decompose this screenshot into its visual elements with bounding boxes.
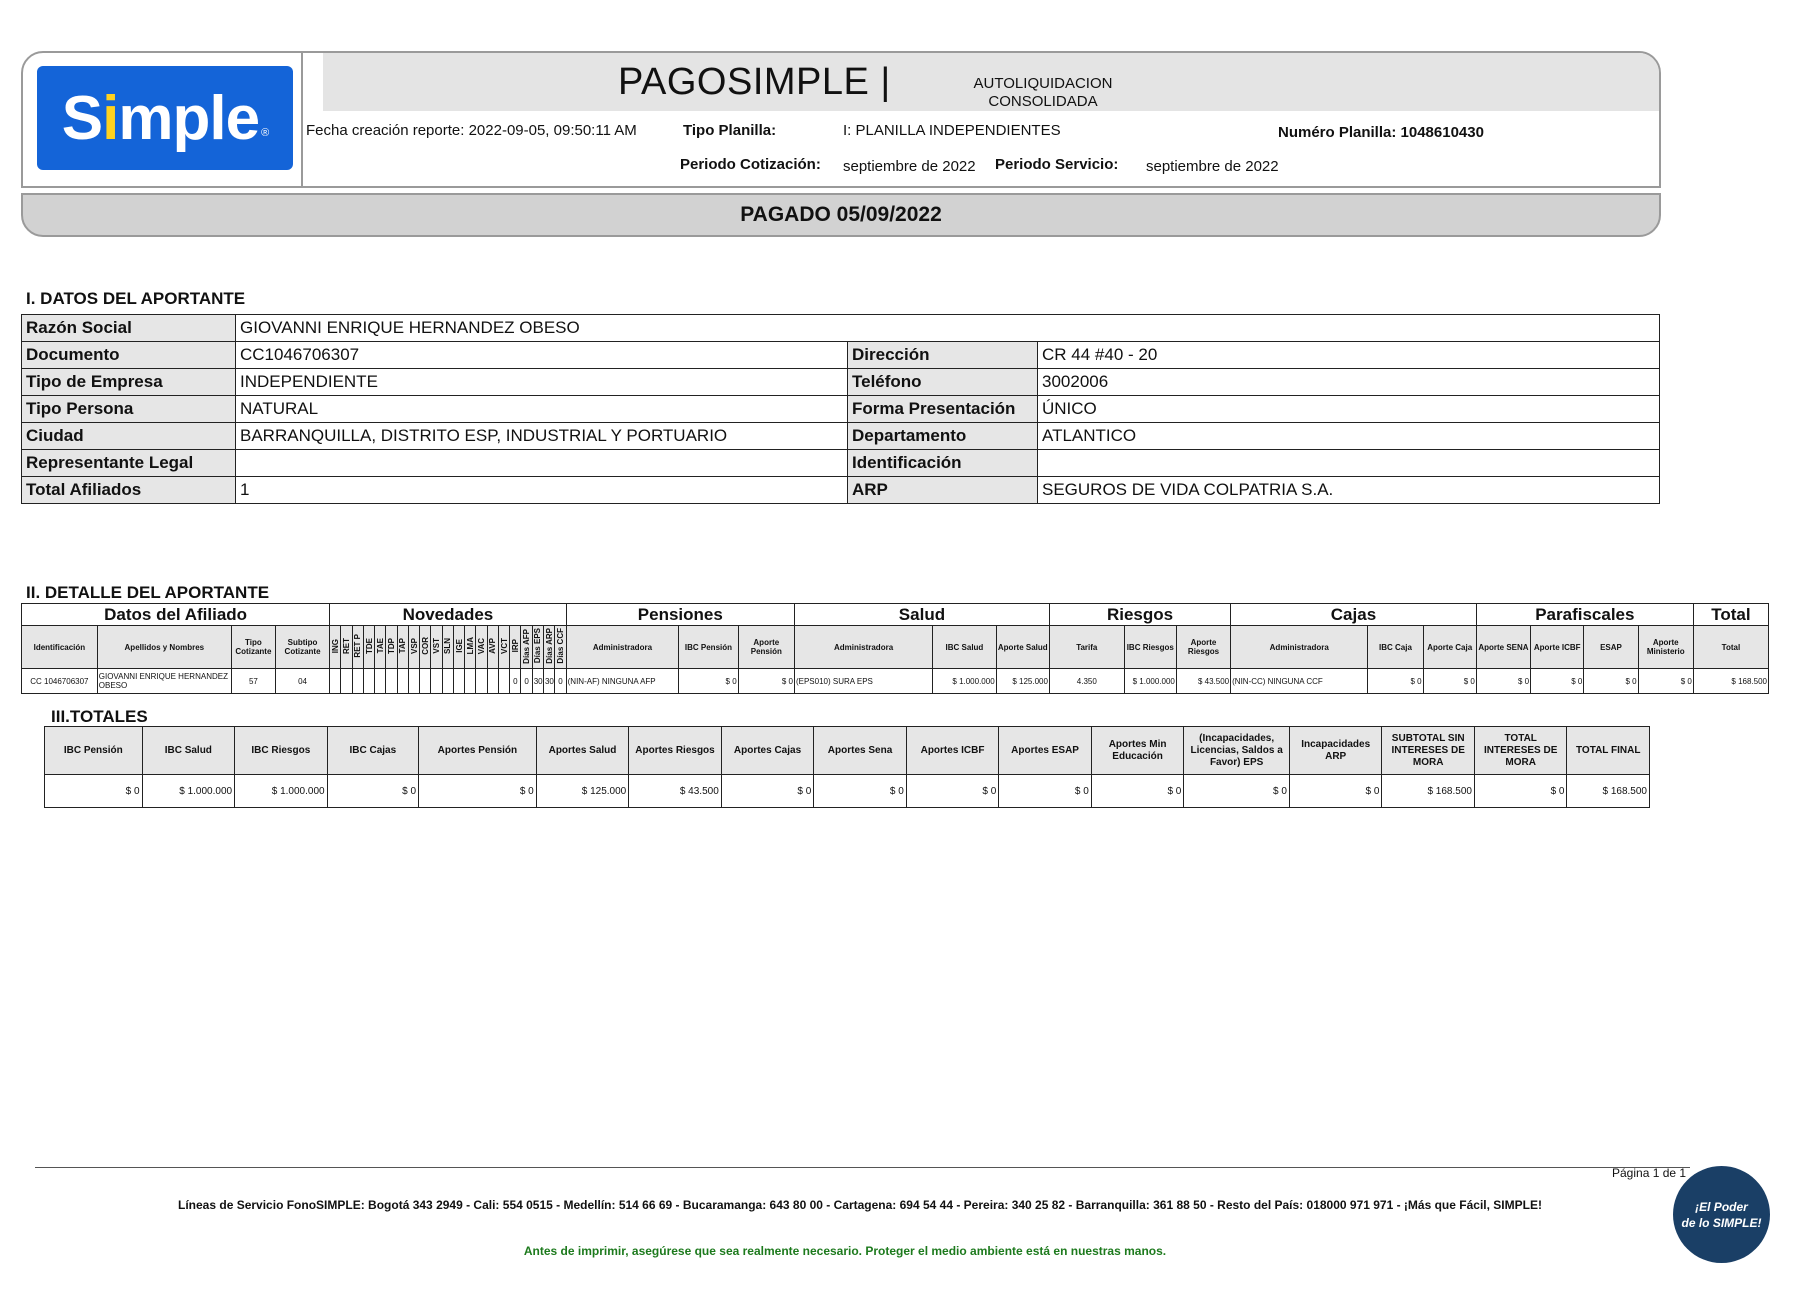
field-label: Tipo de Empresa — [22, 369, 236, 396]
col-novedad — [431, 626, 442, 669]
detalle-aportante-table — [21, 603, 1769, 694]
col-novedad — [453, 626, 464, 669]
environment-notice: Antes de imprimir, asegúrese que sea realmente necesario. Proteger el medio ambiente está en nuestras manos. — [523, 1244, 1167, 1258]
novedad-label: TAP — [398, 638, 408, 654]
field-label: Tipo Persona — [22, 396, 236, 423]
field-value: NATURAL — [236, 396, 848, 423]
tot-header: Aportes ICBF — [906, 727, 999, 775]
cell-novedad — [442, 669, 453, 694]
numero-planilla: Numéro Planilla: 1048610430 — [1278, 124, 1484, 141]
novedad-label: TDE — [364, 638, 374, 654]
col-dias — [532, 626, 543, 669]
section-datos-aportante-title: I. DATOS DEL APORTANTE — [26, 289, 246, 308]
novedad-label: COR — [420, 637, 430, 655]
tot-value: $ 0 — [906, 775, 999, 808]
field-value — [236, 450, 848, 477]
periodo-servicio-label: Periodo Servicio: — [995, 156, 1119, 173]
table-row — [22, 369, 1660, 396]
fecha-creacion: Fecha creación reporte: 2022-09-05, 09:50:11 AM — [306, 122, 637, 139]
logo-text-s: S — [61, 83, 103, 153]
field-value: CC1046706307 — [236, 342, 848, 369]
novedad-label: RET P — [353, 634, 363, 658]
cell-aporte-ministerio: $ 0 — [1638, 669, 1693, 694]
totales-header-row — [45, 727, 1650, 775]
cell-pension-admin: (NIN-AF) NINGUNA AFP — [566, 669, 679, 694]
col-pension-administradora: Administradora — [566, 626, 679, 669]
col-total: Total — [1693, 626, 1768, 669]
cell-caja-admin: (NIN-CC) NINGUNA CCF — [1231, 669, 1368, 694]
field-label: Ciudad — [22, 423, 236, 450]
logo-text-i: i — [102, 83, 119, 153]
col-apellidos-nombres: Apellidos y Nombres — [97, 626, 231, 669]
cell-novedad — [498, 669, 509, 694]
col-aporte-ministerio: Aporte Ministerio — [1638, 626, 1693, 669]
table-row — [22, 669, 1769, 694]
cell-novedad — [487, 669, 498, 694]
cell-novedad — [330, 669, 341, 694]
field-label: Dirección — [848, 342, 1038, 369]
field-label: Forma Presentación — [848, 396, 1038, 423]
badge-line1: ¡El Poder — [1695, 1199, 1748, 1214]
cell-novedad — [341, 669, 352, 694]
cell-aporte-icbf: $ 0 — [1531, 669, 1584, 694]
report-title: PAGOSIMPLE | — [618, 61, 891, 103]
col-aporte-sena: Aporte SENA — [1476, 626, 1530, 669]
cell-novedad — [375, 669, 386, 694]
col-aporte-pension: Aporte Pensión — [738, 626, 794, 669]
cell-aporte-caja: $ 0 — [1423, 669, 1476, 694]
col-aporte-salud: Aporte Salud — [996, 626, 1049, 669]
header-separator — [301, 53, 303, 186]
col-identificacion: Identificación — [22, 626, 98, 669]
section-detalle-aportante-title: II. DETALLE DEL APORTANTE — [26, 583, 270, 602]
cell-novedad — [352, 669, 363, 694]
tot-header: Aportes Cajas — [721, 727, 814, 775]
payment-status-bar: PAGADO 05/09/2022 — [21, 193, 1661, 237]
group-pensiones: Pensiones — [566, 604, 794, 626]
tot-value: $ 0 — [814, 775, 907, 808]
group-datos-afiliado: Datos del Afiliado — [22, 604, 330, 626]
table-row — [22, 477, 1660, 504]
field-label: Teléfono — [848, 369, 1038, 396]
totales-table — [44, 726, 1650, 808]
group-riesgos: Riesgos — [1049, 604, 1230, 626]
novedad-label: AVP — [488, 638, 498, 654]
tot-header: IBC Pensión — [45, 727, 143, 775]
cell-novedad — [397, 669, 408, 694]
logo-registered-mark: ® — [261, 127, 269, 139]
tot-header: Incapacidades ARP — [1289, 727, 1382, 775]
cell-salud-admin: (EPS010) SURA EPS — [794, 669, 932, 694]
field-label: ARP — [848, 477, 1038, 504]
cell-ibc-caja: $ 0 — [1368, 669, 1423, 694]
cell-ibc-salud: $ 1.000.000 — [933, 669, 996, 694]
tot-header: IBC Cajas — [327, 727, 419, 775]
tot-header: SUBTOTAL SIN INTERESES DE MORA — [1382, 727, 1475, 775]
col-ibc-pension: IBC Pensión — [679, 626, 738, 669]
col-novedad — [442, 626, 453, 669]
cell-novedad — [431, 669, 442, 694]
report-header — [21, 51, 1661, 188]
field-value: ÚNICO — [1038, 396, 1660, 423]
badge-line2: de lo SIMPLE! — [1681, 1215, 1762, 1230]
cell-aporte-sena: $ 0 — [1476, 669, 1530, 694]
tot-header: TOTAL INTERESES DE MORA — [1474, 727, 1567, 775]
novedad-label: VST — [432, 638, 442, 654]
field-value: ATLANTICO — [1038, 423, 1660, 450]
col-novedad — [476, 626, 487, 669]
novedad-label: SLN — [443, 638, 453, 654]
col-esap: ESAP — [1584, 626, 1638, 669]
novedad-label: IGE — [454, 639, 464, 653]
tot-value: $ 43.500 — [629, 775, 722, 808]
field-value: 1 — [236, 477, 848, 504]
col-ibc-caja: IBC Caja — [1368, 626, 1423, 669]
autoliq-line2: CONSOLIDADA — [988, 93, 1098, 110]
novedad-label: VAC — [477, 637, 487, 655]
cell-dias-afp: 0 — [521, 669, 532, 694]
field-value: SEGUROS DE VIDA COLPATRIA S.A. — [1038, 477, 1660, 504]
tot-header: Aportes Sena — [814, 727, 907, 775]
col-novedad — [408, 626, 419, 669]
simple-logo — [37, 66, 293, 170]
field-value: CR 44 #40 - 20 — [1038, 342, 1660, 369]
field-label: Representante Legal — [22, 450, 236, 477]
cell-subtipo: 04 — [275, 669, 329, 694]
col-novedad — [420, 626, 431, 669]
tot-header: TOTAL FINAL — [1567, 727, 1650, 775]
col-dias — [543, 626, 554, 669]
group-parafiscales: Parafiscales — [1476, 604, 1693, 626]
col-tarifa: Tarifa — [1049, 626, 1124, 669]
cell-aporte-salud: $ 125.000 — [996, 669, 1049, 694]
field-value: BARRANQUILLA, DISTRITO ESP, INDUSTRIAL Y PORTUARIO — [236, 423, 848, 450]
cell-tarifa: 4.350 — [1049, 669, 1124, 694]
col-aporte-caja: Aporte Caja — [1423, 626, 1476, 669]
cell-novedad — [408, 669, 419, 694]
cell-novedad — [386, 669, 397, 694]
tot-header: Aportes Min Educación — [1091, 727, 1184, 775]
tot-header: (Incapacidades, Licencias, Saldos a Favor) EPS — [1184, 727, 1290, 775]
cell-tipo: 57 — [231, 669, 275, 694]
dias-label: Días CCF — [555, 628, 565, 664]
cell-dias-eps: 30 — [532, 669, 543, 694]
tot-header: Aportes ESAP — [999, 727, 1092, 775]
periodo-cotizacion-label: Periodo Cotización: — [680, 156, 821, 173]
field-value — [1038, 450, 1660, 477]
field-label: Total Afiliados — [22, 477, 236, 504]
col-caja-administradora: Administradora — [1231, 626, 1368, 669]
tot-value: $ 1.000.000 — [142, 775, 235, 808]
tipo-planilla-value: I: PLANILLA INDEPENDIENTES — [843, 122, 1061, 139]
group-header-row — [22, 604, 1769, 626]
autoliq-line1: AUTOLIQUIDACION — [973, 75, 1113, 92]
novedad-label: ING — [330, 638, 340, 654]
cell-esap: $ 0 — [1584, 669, 1638, 694]
col-dias — [555, 626, 566, 669]
novedad-label: TDP — [387, 638, 397, 654]
cell-aporte-riesgos: $ 43.500 — [1176, 669, 1230, 694]
tot-value: $ 0 — [45, 775, 143, 808]
table-row — [45, 775, 1650, 808]
dias-label: Días AFP — [522, 628, 532, 664]
col-novedad — [397, 626, 408, 669]
novedad-label: VSP — [409, 637, 419, 654]
service-lines: Líneas de Servicio FonoSIMPLE: Bogotá 343 2949 - Cali: 554 0515 - Medellín: 514 66 69 - Bucaramanga: 643 80 00 - Cartagena: 694 54 44 - Pereira: 340 25 82 - Barranquilla: 361 88 50 - Resto del País: 018000 971 971 - ¡Más que Fácil, SIMPLE! — [178, 1198, 1542, 1212]
cell-irp: 0 — [510, 669, 521, 694]
col-novedad — [375, 626, 386, 669]
col-dias — [521, 626, 532, 669]
cell-novedad — [420, 669, 431, 694]
col-novedad — [510, 626, 521, 669]
col-novedad — [330, 626, 341, 669]
col-novedad — [465, 626, 476, 669]
col-ibc-salud: IBC Salud — [933, 626, 996, 669]
razon-social-label: Razón Social — [22, 315, 236, 342]
tot-header: Aportes Pensión — [419, 727, 537, 775]
cell-total: $ 168.500 — [1693, 669, 1768, 694]
group-total: Total — [1693, 604, 1768, 626]
table-row — [22, 315, 1660, 342]
cell-dias-arp: 30 — [543, 669, 554, 694]
tot-value: $ 0 — [1474, 775, 1567, 808]
datos-aportante-table — [21, 314, 1660, 504]
field-label: Departamento — [848, 423, 1038, 450]
cell-dias-ccf: 0 — [555, 669, 566, 694]
field-label: Identificación — [848, 450, 1038, 477]
table-row — [22, 396, 1660, 423]
novedad-label: LMA — [465, 637, 475, 655]
novedad-label: TAE — [375, 638, 385, 654]
cell-novedad — [465, 669, 476, 694]
tot-value: $ 0 — [327, 775, 419, 808]
tot-header: IBC Riesgos — [235, 727, 328, 775]
col-novedad — [341, 626, 352, 669]
novedad-label: RET — [342, 638, 352, 654]
col-novedad — [352, 626, 363, 669]
cell-novedad — [363, 669, 374, 694]
logo-text-mple: mple — [118, 83, 260, 153]
col-ibc-riesgos: IBC Riesgos — [1124, 626, 1176, 669]
page-number: Página 1 de 1 — [1612, 1166, 1687, 1180]
cell-ibc-pension: $ 0 — [679, 669, 738, 694]
footer-divider — [35, 1167, 1690, 1168]
col-subtipo-cotizante: Subtipo Cotizante — [275, 626, 329, 669]
field-value: 3002006 — [1038, 369, 1660, 396]
col-salud-administradora: Administradora — [794, 626, 932, 669]
col-aporte-riesgos: Aporte Riesgos — [1176, 626, 1230, 669]
autoliquidacion-label — [933, 75, 1153, 111]
tot-value: $ 125.000 — [536, 775, 629, 808]
col-novedad — [498, 626, 509, 669]
column-header-row — [22, 626, 1769, 669]
periodo-cotizacion-value: septiembre de 2022 — [843, 158, 976, 175]
tot-value: $ 0 — [999, 775, 1092, 808]
slogan-badge — [1673, 1166, 1770, 1263]
group-novedades: Novedades — [330, 604, 566, 626]
tot-value: $ 0 — [419, 775, 537, 808]
col-novedad — [363, 626, 374, 669]
dias-label: Días EPS — [533, 628, 543, 664]
cell-identificacion: CC 1046706307 — [22, 669, 98, 694]
cell-novedad — [453, 669, 464, 694]
table-row — [22, 423, 1660, 450]
novedad-label: IRP — [510, 639, 520, 653]
tot-value: $ 0 — [1184, 775, 1290, 808]
tipo-planilla-label: Tipo Planilla: — [683, 122, 777, 139]
col-tipo-cotizante: Tipo Cotizante — [231, 626, 275, 669]
col-novedad — [386, 626, 397, 669]
section-totales-title: III.TOTALES — [51, 707, 148, 726]
razon-social-value: GIOVANNI ENRIQUE HERNANDEZ OBESO — [236, 315, 1660, 342]
field-value: INDEPENDIENTE — [236, 369, 848, 396]
field-label: Documento — [22, 342, 236, 369]
tot-header: IBC Salud — [142, 727, 235, 775]
tot-value: $ 168.500 — [1567, 775, 1650, 808]
tot-value: $ 168.500 — [1382, 775, 1475, 808]
group-cajas: Cajas — [1231, 604, 1477, 626]
novedad-label: VCT — [499, 638, 509, 654]
tot-header: Aportes Salud — [536, 727, 629, 775]
table-row — [22, 450, 1660, 477]
table-row — [22, 342, 1660, 369]
tot-value: $ 0 — [721, 775, 814, 808]
cell-ibc-riesgos: $ 1.000.000 — [1124, 669, 1176, 694]
col-novedad — [487, 626, 498, 669]
periodo-servicio-value: septiembre de 2022 — [1146, 158, 1279, 175]
col-aporte-icbf: Aporte ICBF — [1531, 626, 1584, 669]
cell-nombres: GIOVANNI ENRIQUE HERNANDEZ OBESO — [97, 669, 231, 694]
tot-value: $ 0 — [1091, 775, 1184, 808]
dias-label: Días ARP — [544, 628, 554, 664]
cell-novedad — [476, 669, 487, 694]
cell-aporte-pension: $ 0 — [738, 669, 794, 694]
tot-value: $ 0 — [1289, 775, 1382, 808]
tot-header: Aportes Riesgos — [629, 727, 722, 775]
tot-value: $ 1.000.000 — [235, 775, 328, 808]
group-salud: Salud — [794, 604, 1049, 626]
